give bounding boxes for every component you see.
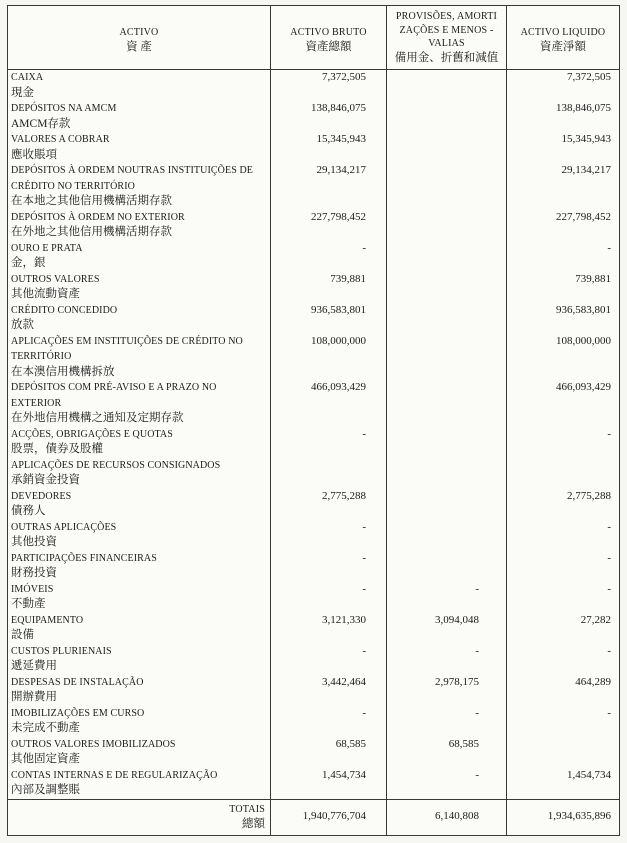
totals-label-zh: 總額 [242, 817, 265, 830]
table-row [8, 101, 619, 132]
asset-name-pt: EQUIPAMENTO [11, 614, 84, 626]
asset-name-cell [8, 210, 271, 241]
provisions-value: - [387, 768, 507, 799]
asset-name-zh: 在本地之其他信用機構活期存款 [11, 195, 172, 207]
totals-gross-value: 1,940,776,704 [271, 800, 387, 835]
table-row [8, 272, 619, 303]
asset-name-pt: OUTRAS APLICAÇÕES [11, 521, 117, 533]
header-provisoes-line1: PROVISÕES, AMORTI [395, 11, 498, 22]
provisions-value: 2,978,175 [387, 675, 507, 706]
table-row [8, 380, 619, 427]
provisions-value [387, 210, 507, 241]
asset-name-cell [8, 644, 271, 675]
net-value [507, 458, 619, 489]
net-value: 2,775,288 [567, 489, 611, 502]
table-row [8, 241, 619, 272]
net-value: 227,798,452 [556, 210, 611, 223]
asset-name-cell [8, 706, 271, 737]
provisions-value [387, 489, 507, 520]
net-value [507, 737, 619, 768]
gross-value: 739,881 [271, 272, 387, 303]
gross-value: 138,846,075 [271, 101, 387, 132]
net-value: - [607, 644, 611, 657]
table-row [8, 768, 619, 799]
asset-name-zh: 承銷資金投資 [11, 474, 80, 486]
totals-row [8, 799, 619, 835]
gross-value: 2,775,288 [271, 489, 387, 520]
net-value: 466,093,429 [556, 381, 611, 393]
asset-name-zh: 應收賬項 [11, 148, 57, 161]
provisions-value [387, 551, 507, 582]
asset-name-zh: 其他投資 [11, 536, 57, 548]
header-activo-liquido-label: ACTIVO LIQUIDO [520, 27, 606, 39]
asset-name-cell [8, 427, 271, 458]
provisions-value [387, 520, 507, 551]
net-value: 138,846,075 [556, 102, 611, 114]
gross-value: - [271, 706, 387, 737]
table-row [8, 163, 619, 210]
totals-provisions-value: 6,140,808 [387, 800, 507, 835]
gross-value: - [271, 427, 387, 458]
asset-name-pt: DEPÓSITOS COM PRÉ-AVISO E A PRAZO NO EXTERIOR [11, 382, 217, 409]
asset-name-pt: DEPÓSITOS À ORDEM NOUTRAS INSTITUIÇÕES DE CRÉDITO NO TERRITÓRIO [11, 165, 253, 192]
balance-sheet-assets-table [7, 5, 620, 836]
table-row [8, 70, 619, 101]
gross-value: 7,372,505 [271, 70, 387, 101]
asset-name-zh: 在外地信用機構之通知及定期存款 [11, 412, 184, 424]
header-provisoes-line3: VALIAS [428, 38, 465, 49]
asset-name-cell [8, 551, 271, 582]
gross-value [271, 458, 387, 489]
provisions-value [387, 70, 507, 101]
header-activo-bruto-label-zh: 資產總額 [305, 40, 352, 53]
asset-name-zh: 債務人 [11, 505, 46, 517]
header-provisoes-label-zh: 備用金、折舊和減值 [394, 51, 499, 64]
asset-name-zh: 其他流動資產 [11, 288, 80, 300]
table-row [8, 427, 619, 458]
net-value: - [607, 582, 611, 595]
asset-name-pt: IMOBILIZAÇÕES EM CURSO [11, 707, 145, 719]
asset-name-pt: CAIXA [11, 72, 44, 83]
asset-name-cell [8, 163, 271, 210]
net-value: 15,345,943 [561, 133, 611, 145]
asset-name-pt: VALORES A COBRAR [11, 134, 110, 145]
totals-label-cell [8, 800, 271, 835]
asset-name-pt: DEPÓSITOS À ORDEM NO EXTERIOR [11, 211, 185, 223]
provisions-value [387, 427, 507, 458]
gross-value: - [271, 551, 387, 582]
asset-name-cell [8, 768, 271, 799]
provisions-value [387, 163, 507, 210]
asset-name-pt: DEPÓSITOS NA AMCM [11, 103, 117, 114]
asset-name-pt: CRÉDITO CONCEDIDO [11, 304, 118, 316]
net-value: 1,454,734 [567, 768, 611, 781]
asset-name-zh: 未完成不動產 [11, 722, 80, 734]
provisions-value [387, 272, 507, 303]
header-activo-label-zh: 資 產 [126, 40, 152, 53]
gross-value: 227,798,452 [271, 210, 387, 241]
asset-name-pt: OURO E PRATA [11, 242, 83, 254]
asset-name-pt: PARTICIPAÇÕES FINANCEIRAS [11, 552, 157, 564]
table-row [8, 334, 619, 381]
provisions-value: - [387, 644, 507, 675]
table-row [8, 706, 619, 737]
asset-name-pt: OUTROS VALORES [11, 273, 100, 285]
table-row [8, 303, 619, 334]
asset-name-zh: 財務投資 [11, 567, 57, 579]
asset-name-pt: OUTROS VALORES IMOBILIZADOS [11, 738, 176, 750]
asset-name-cell [8, 303, 271, 334]
asset-name-cell [8, 334, 271, 381]
net-value: - [607, 241, 611, 254]
asset-name-zh: 設備 [11, 629, 34, 641]
asset-name-pt: APLICAÇÕES EM INSTITUIÇÕES DE CRÉDITO NO TERRITÓRIO [11, 335, 243, 362]
header-activo-bruto-cell [271, 6, 387, 69]
header-activo-bruto-label: ACTIVO BRUTO [290, 27, 367, 39]
gross-value: 3,121,330 [271, 613, 387, 644]
table-row [8, 675, 619, 706]
table-row [8, 613, 619, 644]
header-activo-cell [8, 6, 271, 69]
gross-value: 466,093,429 [271, 380, 387, 427]
net-value: 27,282 [580, 613, 611, 626]
header-activo-liquido-label-zh: 資產淨額 [540, 40, 586, 53]
provisions-value: - [387, 706, 507, 737]
provisions-value [387, 458, 507, 489]
header-provisoes-line2: ZAÇÕES E MENOS - [399, 24, 494, 36]
asset-name-pt: CUSTOS PLURIENAIS [11, 645, 112, 657]
asset-name-zh: 開辦費用 [11, 691, 57, 703]
asset-name-cell [8, 675, 271, 706]
asset-name-cell [8, 101, 271, 132]
header-activo-liquido-cell [507, 6, 619, 69]
table-body [8, 70, 619, 799]
gross-value: 29,134,217 [271, 163, 387, 210]
header-provisoes-cell [387, 6, 507, 69]
gross-value: - [271, 582, 387, 613]
asset-name-zh: 放款 [11, 319, 34, 331]
table-row [8, 520, 619, 551]
provisions-value [387, 101, 507, 132]
table-row [8, 210, 619, 241]
asset-name-zh: 在本澳信用機構拆放 [11, 365, 115, 378]
net-value: - [607, 551, 611, 564]
provisions-value [387, 241, 507, 272]
asset-name-pt: APLICAÇÕES DE RECURSOS CONSIGNADOS [11, 459, 221, 471]
gross-value: - [271, 241, 387, 272]
asset-name-pt: DEVEDORES [11, 490, 72, 502]
table-row [8, 132, 619, 163]
asset-name-pt: ACÇÕES, OBRIGAÇÕES E QUOTAS [11, 428, 173, 440]
gross-value: 108,000,000 [271, 334, 387, 381]
gross-value: 15,345,943 [271, 132, 387, 163]
table-row [8, 737, 619, 768]
net-value: 464,289 [575, 675, 611, 688]
asset-name-cell [8, 70, 271, 101]
table-row [8, 458, 619, 489]
table-row [8, 551, 619, 582]
net-value: 739,881 [575, 272, 611, 285]
totals-net-value: 1,934,635,896 [547, 810, 611, 823]
asset-name-cell [8, 272, 271, 303]
table-row [8, 644, 619, 675]
net-value: 936,583,801 [556, 303, 611, 316]
asset-name-zh: 股票，債券及股權 [11, 443, 103, 455]
asset-name-zh: 內部及調整賬 [11, 784, 80, 796]
asset-name-cell [8, 737, 271, 768]
gross-value: 3,442,464 [271, 675, 387, 706]
gross-value: 68,585 [271, 737, 387, 768]
gross-value: - [271, 644, 387, 675]
asset-name-cell [8, 489, 271, 520]
asset-name-zh: 不動產 [11, 598, 46, 610]
gross-value: - [271, 520, 387, 551]
header-activo-label: ACTIVO [119, 27, 159, 39]
provisions-value [387, 334, 507, 381]
net-value: - [607, 706, 611, 719]
table-row [8, 582, 619, 613]
totals-label-pt: TOTAIS [229, 803, 265, 815]
asset-name-pt: CONTAS INTERNAS E DE REGULARIZAÇÃO [11, 769, 218, 781]
asset-name-cell [8, 613, 271, 644]
asset-name-cell [8, 241, 271, 272]
table-row [8, 489, 619, 520]
net-value: - [607, 520, 611, 533]
asset-name-pt: IMÓVEIS [11, 583, 54, 595]
asset-name-zh: AMCM存款 [11, 117, 71, 130]
asset-name-cell [8, 520, 271, 551]
provisions-value: - [387, 582, 507, 613]
asset-name-zh: 其他固定資產 [11, 753, 80, 765]
asset-name-cell [8, 458, 271, 489]
asset-name-zh: 金，銀 [11, 257, 46, 269]
net-value: 108,000,000 [556, 334, 611, 347]
asset-name-cell [8, 582, 271, 613]
asset-name-cell [8, 380, 271, 427]
asset-name-zh: 遞延費用 [11, 660, 57, 672]
provisions-value [387, 380, 507, 427]
asset-name-zh: 在外地之其他信用機構活期存款 [11, 226, 172, 238]
gross-value: 936,583,801 [271, 303, 387, 334]
asset-name-zh: 現金 [11, 86, 34, 99]
asset-name-cell [8, 132, 271, 163]
net-value: 29,134,217 [561, 164, 611, 176]
asset-name-pt: DESPESAS DE INSTALAÇÃO [11, 676, 144, 688]
provisions-value [387, 303, 507, 334]
table-header [8, 6, 619, 70]
net-value: - [607, 427, 611, 440]
provisions-value: 68,585 [387, 737, 507, 768]
provisions-value: 3,094,048 [387, 613, 507, 644]
provisions-value [387, 132, 507, 163]
gross-value: 1,454,734 [271, 768, 387, 799]
net-value: 7,372,505 [567, 71, 611, 83]
